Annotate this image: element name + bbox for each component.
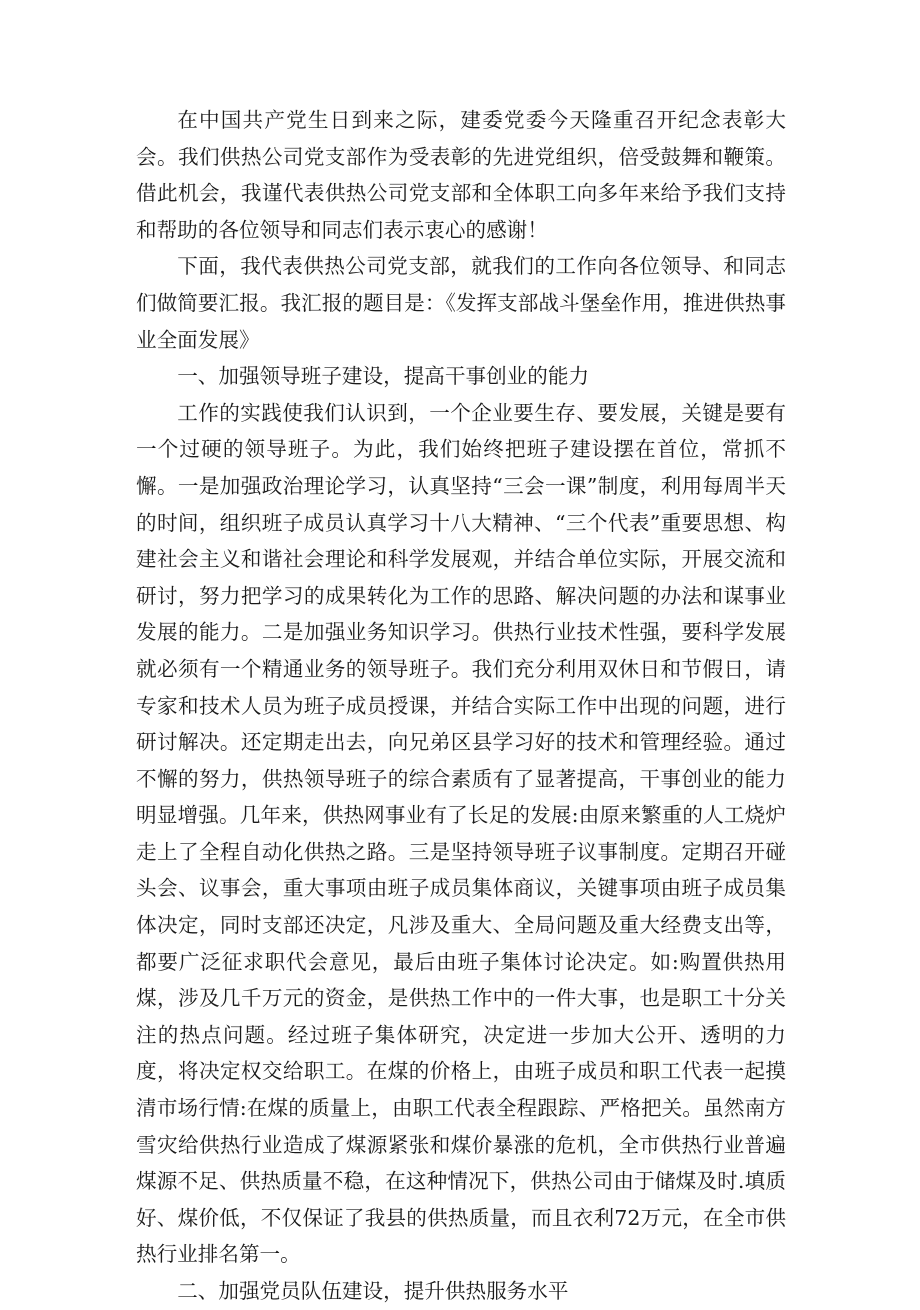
paragraph-opening: 在中国共产党生日到来之际，建委党委今天隆重召开纪念表彰大会。我们供热公司党支部作为受表彰的先进党组织，倍受鼓舞和鞭策。借此机会，我谨代表供热公司党支部和全体职工向多年来给予我们支持和帮助的各位领导和同志们表示衷心的感谢！: [136, 108, 786, 242]
paragraph-section-1-body: 工作的实践使我们认识到，一个企业要生存、要发展，关键是要有一个过硬的领导班子。为此，我们始终把班子建设摆在首位，常抓不懈。一是加强政治理论学习，认真坚持“三会一课”制度，利用每周半天的时间，组织班子成员认真学习十八大精神、“三个代表”重要思想、构建社会主义和谐社会理论和科学发展观，并结合单位实际，开展交流和研讨，努力把学习的成果转化为工作的思路、解决问题的办法和谋事业发展的能力。二是加强业务知识学习。供热行业技术性强，要科学发展就必须有一个精通业务的领导班子。我们充分利用双休日和节假日，请专家和技术人员为班子成员授课，并结合实际工作中出现的问题，进行研讨解决。还定期走出去，向兄弟区县学习好的技术和管理经验。通过不懈的努力，供热领导班子的综合素质有了显著提高，干事创业的能力明显增强。几年来，供热网事业有了长足的发展:由原来繁重的人工烧炉走上了全程自动化供热之路。三是坚持领导班子议事制度。定期召开碰头会、议事会，重大事项由班子成员集体商议，关键事项由班子成员集体决定，同时支部还决定，凡涉及重大、全局问题及重大经费支出等，都要广泛征求职代会意见，最后由班子集体讨论决定。如:购置供热用煤，涉及几千万元的资金，是供热工作中的一件大事，也是职工十分关注的热点问题。经过班子集体研究，决定进一步加大公开、透明的力度，将决定权交给职工。在煤的价格上，由班子成员和职工代表一起摸清市场行情:在煤的质量上，由职工代表全程跟踪、严格把关。虽然南方雪灾给供热行业造成了煤源紧张和煤价暴涨的危机，全市供热行业普遍煤源不足、供热质量不稳，在这种情况下，供热公司由于储煤及时.填质好、煤价低，不仅保证了我县的供热质量，而且衣利72万元，在全市供热行业排名第一。: [136, 400, 786, 1267]
paragraph-report-intro: 下面，我代表供热公司党支部，就我们的工作向各位领导、和同志们做简要汇报。我汇报的题目是：《发挥支部战斗堡垒作用，推进供热事业全面发展》: [136, 254, 786, 352]
document-body: [136, 102, 786, 1310]
section-heading-2: 二、加强党员队伍建设，提升供热服务水平: [177, 1279, 569, 1303]
section-heading-1: 一、加强领导班子建设，提高干事创业的能力: [177, 364, 590, 389]
